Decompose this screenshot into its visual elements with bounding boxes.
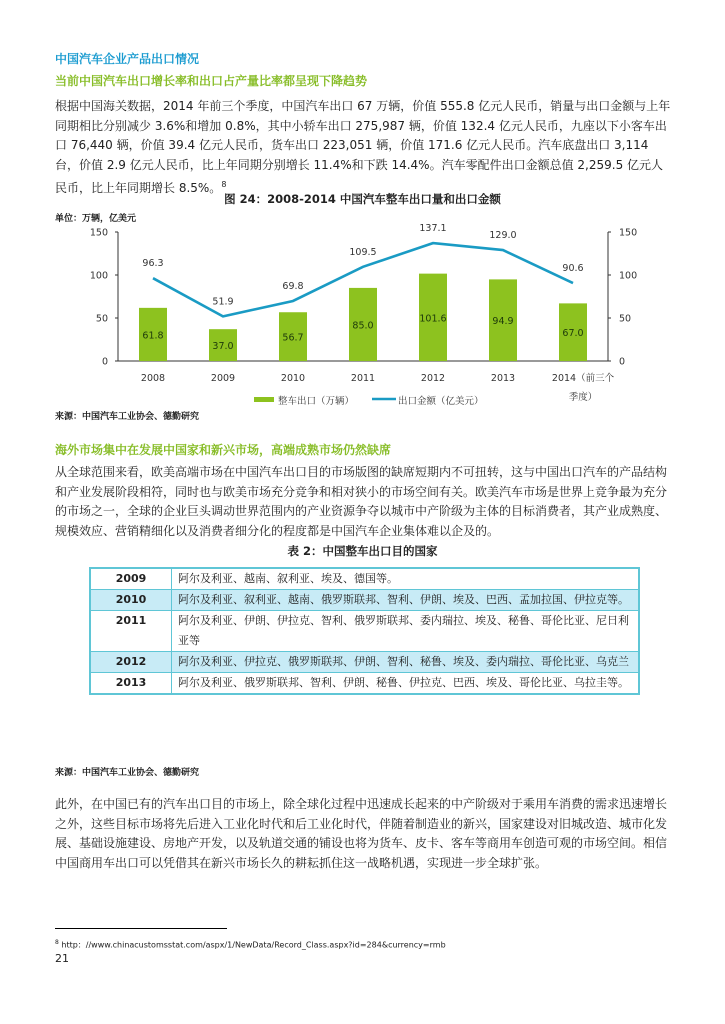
right-tick-label: 0 — [619, 356, 626, 368]
footnote-link[interactable]: http：//www.chinacustomsstat.com/aspx/1/NewData/Record_Class.aspx?id=284&currency=rmb — [61, 940, 446, 950]
x-tick-label: 2014（前三个 — [551, 373, 615, 384]
countries-cell: 阿尔及利亚、俄罗斯联邦、智利、伊朗、秘鲁、伊拉克、巴西、埃及、哥伦比亚、乌拉圭等。 — [172, 673, 640, 695]
countries-cell: 阿尔及利亚、伊拉克、俄罗斯联邦、伊朗、智利、秘鲁、埃及、委内瑞拉、哥伦比亚、乌克兰 — [172, 652, 640, 673]
table-row — [90, 611, 639, 652]
subsection-title-overseas-markets: 海外市场集中在发展中国家和新兴市场，高端成熟市场仍然缺席 — [55, 443, 392, 457]
left-tick-label: 150 — [89, 227, 108, 239]
table-row — [90, 673, 639, 695]
table-source: 来源：中国汽车工业协会、德勤研究 — [55, 768, 200, 778]
x-tick-label: 2011 — [350, 373, 376, 384]
year-cell: 2013 — [90, 673, 172, 695]
line-value-label: 137.1 — [419, 223, 447, 235]
paragraph-commercial-vehicles: 此外，在中国已有的汽车出口目的市场上，除全球化过程中迅速成长起来的中产阶级对于乘用车消费的需求迅速增长之外，这些目标市场将先后进入工业化时代和后工业化时代，伴随着制造业的新兴，国家建设对旧城改造、城市化发展、基础设施建设、房地产开发，以及轨道交通的铺设也将为货车、皮卡、客车等商用车创造可观的市场空间。相信中国商用车出口可以凭借其在新兴市场长久的耕耘抓住这一战略机遇，实现进一步全球扩张。 — [55, 797, 668, 870]
right-tick-label: 100 — [619, 270, 638, 282]
x-tick-label: 2008 — [140, 373, 166, 384]
x-tick-label: 2010 — [280, 373, 306, 384]
paragraph-export-data — [55, 97, 675, 199]
year-cell: 2012 — [90, 652, 172, 673]
x-tick-label: 2012 — [420, 373, 446, 384]
bar-value-label: 61.8 — [142, 330, 164, 342]
footnote-reference[interactable]: 8 — [221, 180, 227, 189]
year-cell: 2010 — [90, 590, 172, 611]
line-value-label: 51.9 — [212, 296, 234, 308]
left-tick-label: 0 — [101, 356, 108, 368]
subsection-title-export-trend: 当前中国汽车出口增长率和出口占产量比率都呈现下降趋势 — [55, 74, 368, 88]
countries-cell: 阿尔及利亚、越南、叙利亚、埃及、德国等。 — [172, 568, 640, 590]
line-value-label: 96.3 — [142, 258, 164, 270]
right-tick-label: 50 — [619, 313, 632, 325]
bar-value-label: 94.9 — [492, 316, 514, 328]
x-tick-label: 季度） — [568, 392, 598, 403]
line-value-label: 69.8 — [282, 280, 304, 292]
countries-cell: 阿尔及利亚、叙利亚、越南、俄罗斯联邦、智利、伊朗、埃及、巴西、孟加拉国、伊拉克等。 — [172, 590, 640, 611]
paragraph-text: 根据中国海关数据，2014 年前三个季度，中国汽车出口 67 万辆，价值 555.8 亿元人民币，销量与出口金额与上年同期相比分别减少 3.6%和增加 0.8%，其中小轿车出口 275,987 辆，价值 132.4 亿元人民币，九座以下小客车出口 76,440 辆，价值 39.4 亿元人民币，货车出口 223,051 辆，价值 171.6 亿元人民币。汽车底盘出口 3,114 台，价值 2.9 亿元人民币，比上年同期分别增长 11.4%和下跌 14.4%。汽车零配件出口金额总值 2,259.5 亿元人民币，比上年同期增长 8.5%。 — [55, 99, 671, 195]
left-tick-label: 100 — [89, 270, 108, 282]
footnote — [55, 939, 446, 951]
year-cell: 2011 — [90, 611, 172, 652]
figure-source: 来源：中国汽车工业协会、德勤研究 — [55, 412, 200, 422]
section-title: 中国汽车企业产品出口情况 — [55, 52, 200, 66]
bar-value-label: 56.7 — [282, 332, 304, 344]
table-title: 表 2：中国整车出口目的国家 — [287, 544, 438, 558]
x-tick-label: 2013 — [490, 373, 516, 384]
figure-unit-label: 单位：万辆，亿美元 — [55, 214, 137, 224]
bar-value-label: 85.0 — [352, 320, 374, 332]
paragraph-market-analysis: 从全球范围来看，欧美高端市场在中国汽车出口目的市场版图的缺席短期内不可扭转，这与中国出口汽车的产品结构和产业发展阶段相符，同时也与欧美市场充分竞争和相对狭小的市场空间有关。欧美汽车市场是世界上竞争最为充分的市场之一，全球的企业巨头调动世界范围内的产业资源争夺以城市中产阶级为主体的目标消费者，其产业成熟度、规模效应、营销精细化以及消费者细分化的程度都是中国汽车企业集体难以企及的。 — [55, 465, 668, 538]
line-value-label: 90.6 — [562, 263, 584, 275]
table-row — [90, 652, 639, 673]
bar-value-label: 67.0 — [562, 328, 584, 340]
footnote-mark: 8 — [55, 939, 59, 946]
year-cell: 2009 — [90, 568, 172, 590]
table-row — [90, 590, 639, 611]
footnote-divider — [55, 928, 227, 929]
legend-bar-swatch — [254, 397, 274, 402]
export-chart — [0, 220, 725, 415]
countries-cell: 阿尔及利亚、伊朗、伊拉克、智利、俄罗斯联邦、委内瑞拉、埃及、秘鲁、哥伦比亚、尼日利亚等 — [172, 611, 640, 652]
table-row — [90, 568, 639, 590]
bar-value-label: 37.0 — [212, 341, 234, 353]
line-value-label: 129.0 — [489, 230, 517, 242]
x-tick-label: 2009 — [210, 373, 236, 384]
left-tick-label: 50 — [95, 313, 108, 325]
bar-value-label: 101.6 — [419, 313, 447, 325]
legend-bar-label: 整车出口（万辆） — [278, 396, 355, 407]
right-tick-label: 150 — [619, 227, 638, 239]
legend-line-label: 出口金额（亿美元） — [398, 396, 484, 407]
line-value-label: 109.5 — [349, 246, 377, 258]
figure-title: 图 24：2008-2014 中国汽车整车出口量和出口金额 — [224, 192, 501, 206]
destination-countries-table — [89, 567, 640, 695]
page-number: 21 — [55, 952, 69, 965]
